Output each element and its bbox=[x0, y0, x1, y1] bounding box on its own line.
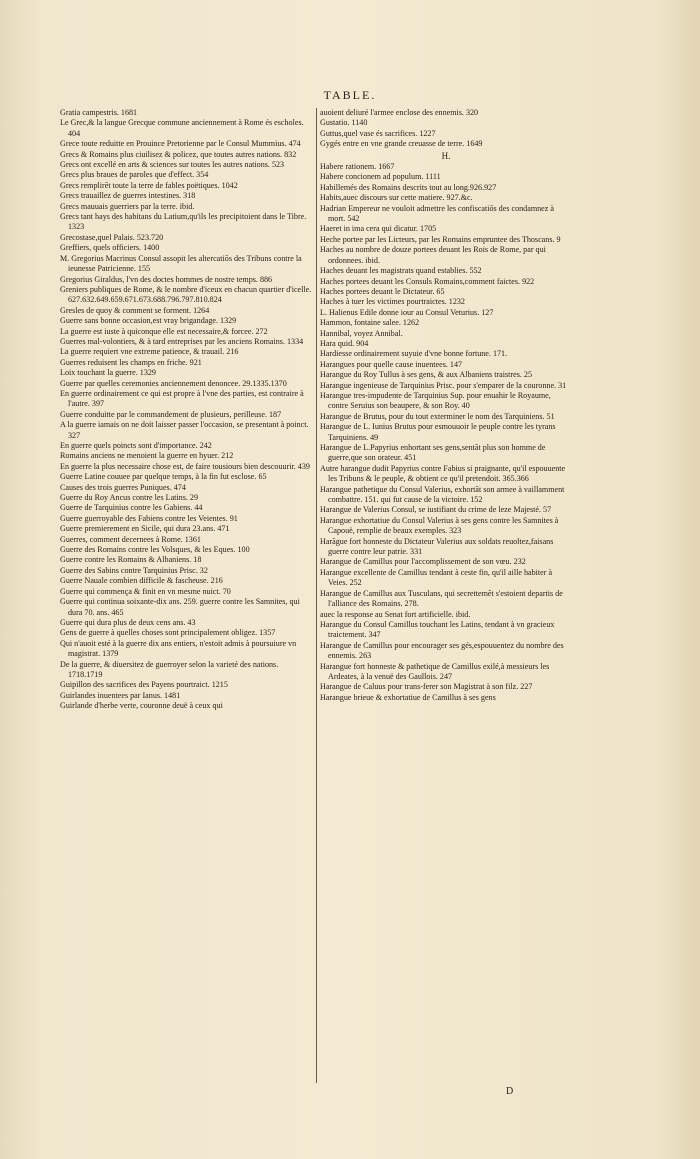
index-column-right bbox=[320, 108, 572, 703]
index-entry: En guerre ordinairement ce qui est propre à l'vne des parties, est contraire à l'autre. 397 bbox=[60, 388, 304, 409]
index-entry: Guerre sans bonne occasion,est vray brigandage. 1329 bbox=[60, 316, 237, 326]
index-entry: Le Grec,& la langue Grecque commune anciennement à Rome és escholes. 404 bbox=[60, 118, 304, 138]
index-entry: Grecs & Romains plus ciuilisez & policez, que toutes autres nations. 832 bbox=[60, 149, 297, 159]
index-entry: Harangue de Camillus pour encourager ses gés,espouuentez du nombre des ennemis. 263 bbox=[320, 640, 564, 661]
index-entry: Gens de guerre à quelles choses sont principalement obligez. 1357 bbox=[60, 628, 276, 638]
index-entry: A la guerre iamais on ne doit laisser passer l'occasion, se presentant à poinct. 327 bbox=[60, 420, 309, 440]
index-entry: Gresles de quoy & comment se forment. 1264 bbox=[60, 305, 210, 315]
index-entry: Grecs mauuais guerriers par la terre. ibid. bbox=[60, 201, 195, 211]
index-entry: Harangue excellente de Camillus tendant à ceste fin, qu'il aille habiter à Veies. 252 bbox=[320, 567, 553, 588]
index-entry: Guerre premierement en Sicile, qui dura 23.ans. 471 bbox=[60, 524, 230, 534]
index-entry: Harangue de Camillus aux Tusculans, qui secrettemēt s'estoient departis de l'alliance des Romains. 278. bbox=[320, 588, 563, 609]
index-entry: En guerre la plus necessaire chose est, de faire tousiours bien descouurir. 439 bbox=[60, 461, 310, 471]
index-entry: Guirlandes inuentees par Ianus. 1481 bbox=[60, 690, 181, 700]
index-entry: Hannibal, voyez Annibal. bbox=[320, 328, 403, 338]
index-entry: Guerres reduisent les champs en friche. 921 bbox=[60, 357, 202, 367]
index-entry: auec la response au Senat fort artificielle. ibid. bbox=[320, 609, 471, 619]
running-head: TABLE. bbox=[323, 88, 377, 102]
index-entry: Gregorius Giraldus, l'vn des doctes hommes de nostre temps. 886 bbox=[60, 274, 273, 284]
index-entry: Harangue de Camillus pour l'accomplissement de son vœu. 232 bbox=[320, 557, 526, 567]
index-entry: M. Gregorius Macrinus Consul assopit les altercatiōs des Tribuns contre la ieunesse Patricienne. 155 bbox=[60, 253, 302, 274]
index-entry: Hardiesse ordinairement suyuie d'vne bonne fortune. 171. bbox=[320, 349, 508, 359]
index-entry: Harangue de Valerius Consul, se iustifiant du crime de leze Majesté. 57 bbox=[320, 505, 552, 515]
index-entry: Gygés entre en vne grande creuasse de terre. 1649 bbox=[320, 139, 483, 149]
index-entry: Harangue du Consul Camillus touchant les Latins, tendant à vn gracieux traictement. 347 bbox=[320, 619, 555, 640]
index-entry: Grecs tant hays des habitans du Latium,qu'ils les precipitoient dans le Tibre. 1323 bbox=[60, 212, 307, 232]
column-divider bbox=[316, 108, 317, 1083]
index-entry: Guttus,quel vase és sacrifices. 1227 bbox=[320, 128, 436, 138]
index-entry: Hammon, fontaine salee. 1262 bbox=[320, 318, 420, 328]
index-entry: Grece toute reduitte en Prouince Pretorienne par le Consul Mummius. 474 bbox=[60, 139, 301, 149]
index-entry: Grecs trauaillez de guerres intestines. 318 bbox=[60, 191, 196, 201]
index-entry: Guerre contre les Romains & Albaniens. 18 bbox=[60, 555, 202, 565]
index-entry: Gratia campestris. 1681 bbox=[60, 108, 138, 117]
index-entry: Haches à tuer les victimes pourtraictes. 1232 bbox=[320, 297, 465, 307]
index-column-left bbox=[60, 108, 312, 712]
index-entry: Gustatio. 1140 bbox=[320, 118, 368, 128]
index-entry: Guerre des Romains contre les Volsques, & les Eques. 100 bbox=[60, 545, 250, 555]
section-letter-heading: H. bbox=[441, 150, 451, 161]
index-entry: Guerres mal-volontiers, & à tard entreprises par les anciens Romains. 1334 bbox=[60, 336, 304, 346]
index-entry: En guerre quels poincts sont d'importance. 242 bbox=[60, 441, 212, 450]
index-entry: Guerre conduitte par le commandement de plusieurs, perilleuse. 187 bbox=[60, 409, 282, 419]
index-entry: Grecostase,quel Palais. 523.720 bbox=[60, 232, 164, 242]
index-entry: Loix touchant la guerre. 1329 bbox=[60, 368, 156, 378]
index-entry: Harangue fort honneste & pathetique de Camillus exilé,à messieurs les Ardeates, à la venuë des Gaullois. 247 bbox=[320, 661, 550, 681]
index-entry: Guipillon des sacrifices des Payens pourtraict. 1215 bbox=[60, 680, 228, 690]
index-entry: Causes des trois guerres Puniques. 474 bbox=[60, 482, 186, 492]
index-entry: Hara quid. 904 bbox=[320, 338, 369, 348]
index-entry: Autre harangue dudit Papyrius contre Fabius si praignante, qu'il espouuente les Tribuns & le peuple, & obtient ce qu'il pretendoit. 365.366 bbox=[320, 463, 566, 484]
index-entry: Guerre qui dura plus de deux cens ans. 43 bbox=[60, 617, 196, 627]
index-entry: Qui n'auoit esté à la guerre dix ans entiers, n'estoit admis à poursuiure vn magistrat. 1379 bbox=[60, 638, 297, 659]
index-entry: Romains anciens ne menoient la guerre en hyuer. 212 bbox=[60, 451, 234, 461]
index-entry: Habillemés des Romains descrits tout au long.926.927 bbox=[320, 182, 497, 192]
index-entry: Habere concionem ad populum. 1111 bbox=[320, 172, 441, 182]
index-entry: Harangues pour quelle cause inuentees. 147 bbox=[320, 359, 463, 369]
index-entry: Greniers publiques de Rome, & le nombre d'iceux en chacun quartier d'icelle. 627.632.649.659.671.673.688.796.797.810.824 bbox=[60, 284, 312, 305]
index-entry: Grecs remplirēt toute la terre de fables poëtiques. 1042 bbox=[60, 180, 238, 190]
index-entry: Harangue brieue & exhortatiue de Camillus à ses gens bbox=[320, 692, 496, 702]
index-entry: Harangue de Caluus pour trans-ferer son Magistrat à son filz. 227 bbox=[320, 682, 533, 692]
index-entry: Guerre par quelles ceremonies anciennement denoncee. 29.1335.1370 bbox=[60, 378, 287, 388]
index-entry: auoient deliuré l'armee enclose des ennemis. 320 bbox=[320, 108, 479, 117]
index-entry: Haches portees deuant le Dictateur. 65 bbox=[320, 286, 445, 296]
index-entry: Harangue ingenieuse de Tarquinius Prisc. pour s'emparer de la couronne. 31 bbox=[320, 380, 567, 390]
index-entry: Harangue exhortatiue du Consul Valerius à ses gens contre les Samnites à Capouë, remplie de beaux exemples. 323 bbox=[320, 515, 559, 536]
index-entry: Guerres, comment decernees à Rome. 1361 bbox=[60, 534, 201, 544]
index-entry: Guerre qui continua soixante-dix ans. 259. guerre contre les Samnites, qui dura 70. ans. 465 bbox=[60, 597, 300, 617]
index-entry: Haeret in ima cera qui dicatur. 1705 bbox=[320, 224, 437, 234]
index-entry: Guerre qui commença & finit en vn mesme nuict. 70 bbox=[60, 586, 231, 596]
index-entry: Guerre du Roy Ancus contre les Latins. 29 bbox=[60, 493, 199, 503]
index-entry: Habits,auec discours sur cette matiere. 927.&c. bbox=[320, 193, 473, 203]
index-entry: Habere rationem. 1667 bbox=[320, 162, 395, 172]
index-entry: Guerre de Tarquinius contre les Gabiens. 44 bbox=[60, 503, 203, 513]
index-entry: Hadrian Empereur ne vouloit admettre les confiscatiōs des condamnez à mort. 542 bbox=[320, 203, 554, 224]
index-entry: Harangue de L. Iunius Brutus pour esmouuoir le peuple contre les tyrans Tarquiniens. 49 bbox=[320, 422, 556, 442]
index-entry: L. Halienus Edile donne iour au Consul Veturius. 127 bbox=[320, 307, 494, 317]
index-entry: Guerre Latine couuee par quelque temps, à la fin fut esclose. 65 bbox=[60, 472, 267, 482]
index-entry: Haches portees deuant les Consuls Romains,comment faictes. 922 bbox=[320, 276, 535, 286]
index-entry: De la guerre, & diuersitez de guerroyer selon la varieté des nations. 1718.1719 bbox=[60, 659, 279, 679]
index-entry: La guerre requiert vne extreme patience, & trauail. 216 bbox=[60, 347, 239, 357]
index-entry: Harāgue fort honneste du Dictateur Valerius aux soldats reuoltez,faisans guerre contre leur patrie. 331 bbox=[320, 536, 554, 557]
index-entry: Harangue pathetique du Consul Valerius, exhortāt son armee à vaillamment combattre. 151. qui fut cause de la victoire. 152 bbox=[320, 484, 565, 505]
index-entry: Heche portee par les Licteurs, par les Romains empruntee des Thoscans. 9 bbox=[320, 234, 561, 244]
index-entry: Harangue du Roy Tullus à ses gens, & aux Albaniens traistres. 25 bbox=[320, 370, 532, 380]
index-entry: Haches deuant les magistrats quand establies. 552 bbox=[320, 266, 482, 276]
signature-mark: D bbox=[506, 1086, 514, 1097]
index-entry: Guerre guerroyable des Fabiens contre les Veientes. 91 bbox=[60, 513, 238, 523]
index-entry: Haches au nombre de douze portees deuant les Rois de Rome, par qui ordonnees. ibid. bbox=[320, 245, 546, 265]
index-entry: Guirlande d'herbe verte, couronne deuë à ceux qui bbox=[60, 701, 223, 711]
index-entry: Guerre Nauale combien difficile & fascheuse. 216 bbox=[60, 576, 223, 586]
index-entry: Greffiers, quels officiers. 1400 bbox=[60, 243, 160, 253]
index-entry: Harangue de Brutus, pour du tout exterminer le nom des Tarquiniens. 51 bbox=[320, 411, 555, 421]
index-entry: Grecs plus braues de paroles que d'effect. 354 bbox=[60, 170, 209, 180]
index-entry: La guerre est iuste à quiconque elle est necessaire,& forcee. 272 bbox=[60, 326, 268, 336]
index-entry: Grecs ont excellé en arts & sciences sur toutes les autres nations. 523 bbox=[60, 160, 285, 170]
index-entry: Guerre des Sabins contre Tarquinius Prisc. 32 bbox=[60, 565, 208, 575]
index-entry: Harangue de L.Papyrius enhortant ses gens,sentāt plus son homme de guerre,que son orateur. 451 bbox=[320, 443, 546, 463]
index-entry: Harangue tres-impudente de Tarquinius Sup. pour enuahir le Royaume, contre Seruius son beaupere, & son Roy. 40 bbox=[320, 390, 551, 411]
